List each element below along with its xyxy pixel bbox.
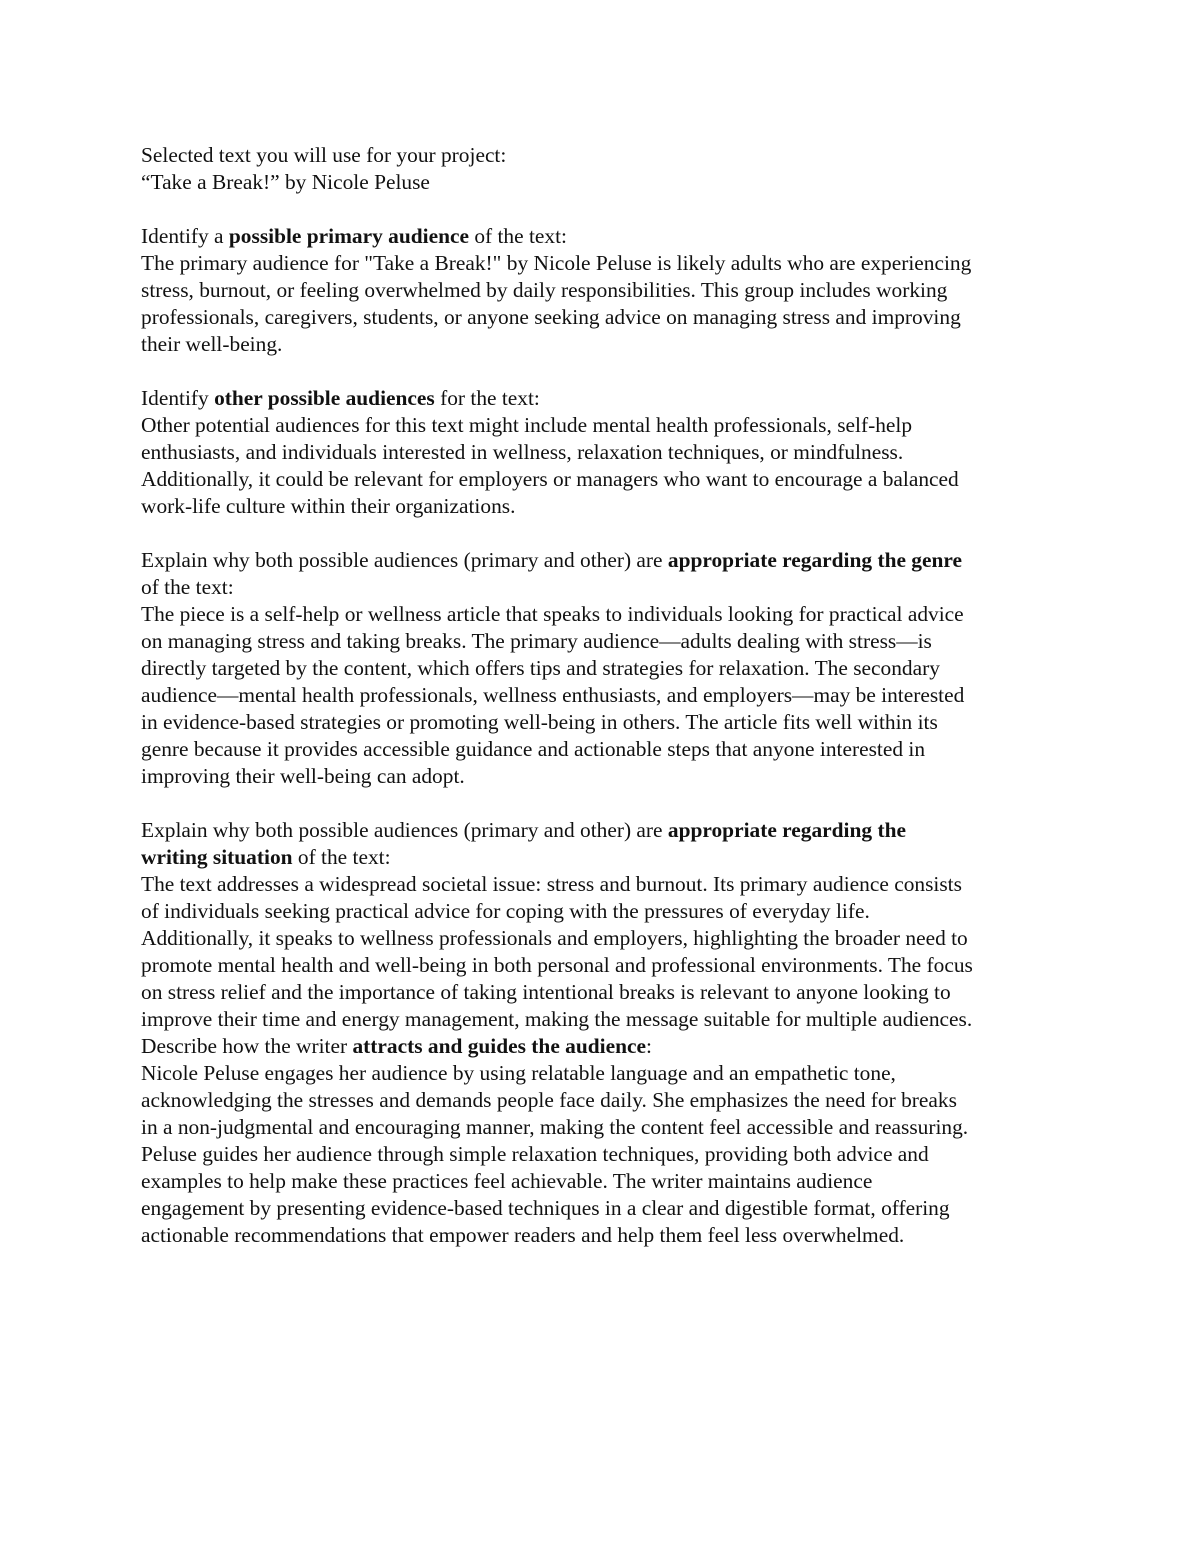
answer-line: Nicole Peluse engages her audience by using relatable language and an empathetic tone,	[141, 1061, 896, 1085]
question-text: for the text:	[434, 386, 540, 410]
selected-text-title: “Take a Break!” by Nicole Peluse	[141, 170, 430, 194]
question-primary-audience	[141, 223, 1071, 250]
question-text: of the text:	[468, 224, 567, 248]
spacer	[141, 520, 1071, 547]
question-text: :	[645, 1034, 652, 1058]
question-text: Describe how the writer	[141, 1034, 353, 1058]
answer-line: in a non-judgmental and encouraging manner, making the content feel accessible and reassuring.	[141, 1115, 969, 1139]
question-attracts-guides	[141, 1033, 1071, 1060]
answer-line: on managing stress and taking breaks. The primary audience—adults dealing with stress—is	[141, 629, 932, 653]
answer-line: Additionally, it could be relevant for employers or managers who want to encourage a balanced	[141, 467, 959, 491]
answer-line: improving their well-being can adopt.	[141, 764, 465, 788]
question-writing-situation-cont	[141, 844, 1071, 871]
question-text: of the text:	[141, 575, 234, 599]
answer-line: acknowledging the stresses and demands people face daily. She emphasizes the need for breaks	[141, 1088, 957, 1112]
question-text: Explain why both possible audiences (primary and other) are	[141, 818, 668, 842]
answer-line: stress, burnout, or feeling overwhelmed by daily responsibilities. This group includes working	[141, 278, 948, 302]
answer-line: their well-being.	[141, 332, 283, 356]
question-text: Explain why both possible audiences (primary and other) are	[141, 548, 668, 572]
answer-line: Additionally, it speaks to wellness professionals and employers, highlighting the broader need to	[141, 926, 968, 950]
question-text: Identify a	[141, 224, 229, 248]
answer-line: in evidence-based strategies or promoting well-being in others. The article fits well within its	[141, 710, 938, 734]
answer-line: The piece is a self-help or wellness article that speaks to individuals looking for practical advice	[141, 602, 964, 626]
question-text: of the text:	[292, 845, 391, 869]
answer-line: Other potential audiences for this text might include mental health professionals, self-help	[141, 413, 913, 437]
question-other-audiences	[141, 385, 1071, 412]
spacer	[141, 790, 1071, 817]
answer-line: The primary audience for "Take a Break!" by Nicole Peluse is likely adults who are experiencing	[141, 251, 972, 275]
answer-line: genre because it provides accessible guidance and actionable steps that anyone interested in	[141, 737, 926, 761]
spacer	[141, 196, 1071, 223]
answer-line: engagement by presenting evidence-based techniques in a clear and digestible format, offering	[141, 1196, 950, 1220]
selected-text-label: Selected text you will use for your project:	[141, 143, 507, 167]
question-emphasis: appropriate regarding the	[667, 818, 906, 842]
answer-line: actionable recommendations that empower readers and help them feel less overwhelmed.	[141, 1223, 905, 1247]
answer-line: examples to help make these practices feel achievable. The writer maintains audience	[141, 1169, 873, 1193]
question-emphasis: appropriate regarding the genre	[667, 548, 962, 572]
question-genre	[141, 547, 1071, 574]
answer-line: enthusiasts, and individuals interested in wellness, relaxation techniques, or mindfulness.	[141, 440, 904, 464]
answer-line: improve their time and energy management, making the message suitable for multiple audiences.	[141, 1007, 973, 1031]
answer-line: directly targeted by the content, which offers tips and strategies for relaxation. The secondary	[141, 656, 940, 680]
question-emphasis: possible primary audience	[228, 224, 469, 248]
question-emphasis: attracts and guides the audience	[352, 1034, 646, 1058]
answer-line: professionals, caregivers, students, or anyone seeking advice on managing stress and improving	[141, 305, 961, 329]
answer-line: on stress relief and the importance of taking intentional breaks is relevant to anyone looking to	[141, 980, 951, 1004]
spacer	[141, 358, 1071, 385]
answer-line: The text addresses a widespread societal issue: stress and burnout. Its primary audience consists	[141, 872, 962, 896]
answer-line: promote mental health and well-being in both personal and professional environments. The focus	[141, 953, 973, 977]
question-writing-situation	[141, 817, 1071, 844]
question-emphasis: other possible audiences	[214, 386, 435, 410]
question-emphasis: writing situation	[141, 845, 293, 869]
document-body	[141, 142, 1071, 1249]
answer-line: of individuals seeking practical advice for coping with the pressures of everyday life.	[141, 899, 870, 923]
question-text: Identify	[141, 386, 215, 410]
answer-line: Peluse guides her audience through simple relaxation techniques, providing both advice and	[141, 1142, 929, 1166]
answer-line: audience—mental health professionals, wellness enthusiasts, and employers—may be interested	[141, 683, 965, 707]
answer-line: work-life culture within their organizations.	[141, 494, 516, 518]
